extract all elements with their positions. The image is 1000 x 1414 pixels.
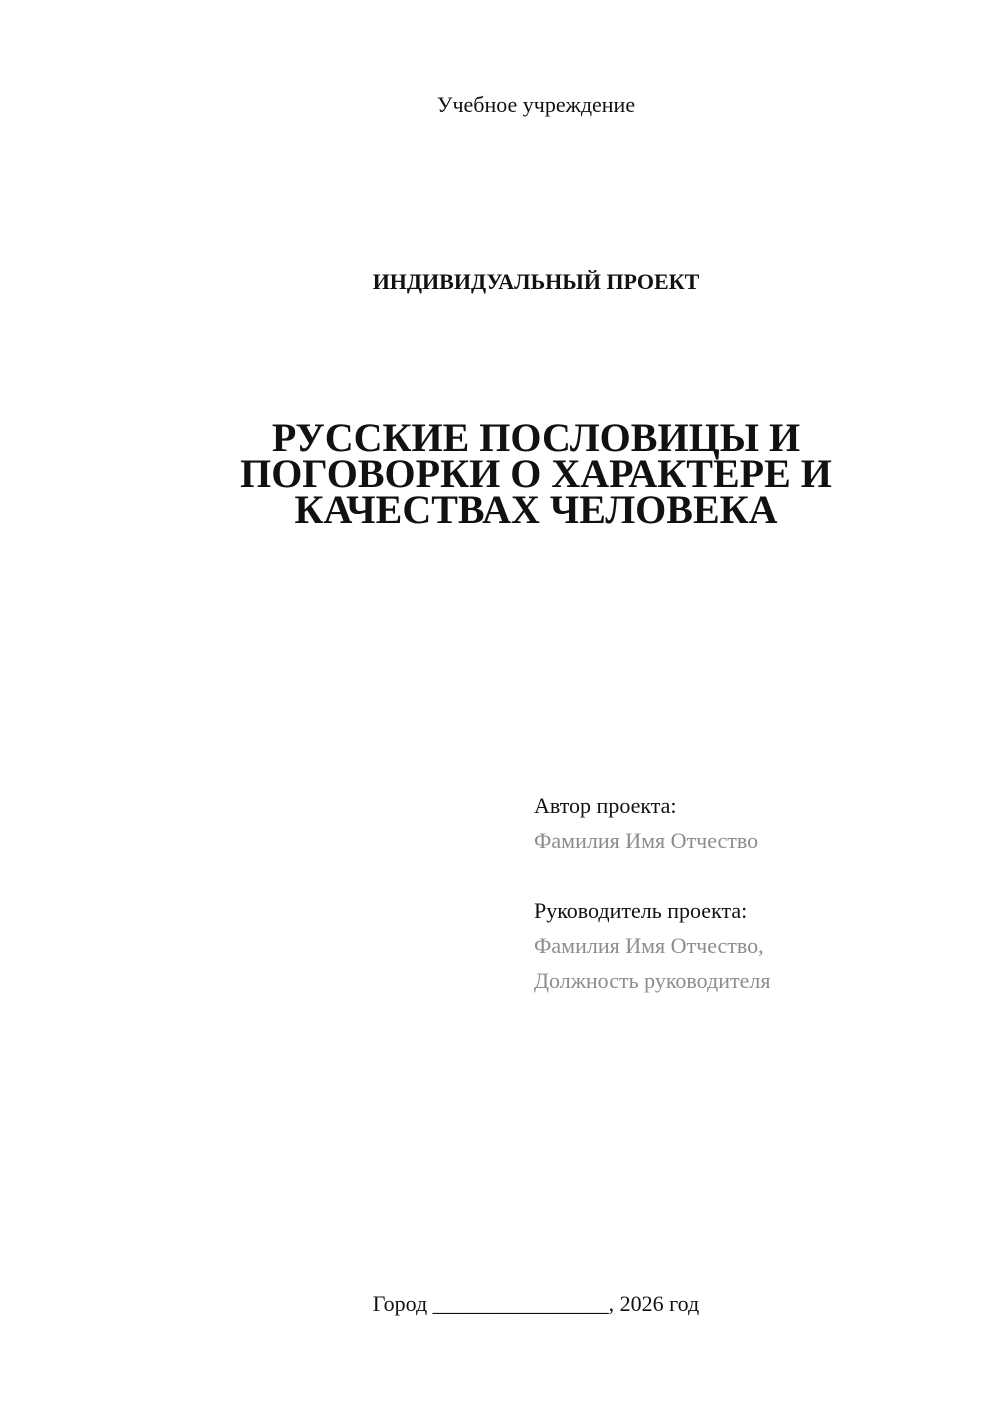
project-title-line: ПОГОВОРКИ О ХАРАКТЕРЕ И — [240, 451, 832, 496]
author-name: Фамилия Имя Отчество — [534, 828, 759, 853]
credits-block — [534, 788, 974, 998]
supervisor-position: Должность руководителя — [534, 968, 771, 993]
supervisor-block — [534, 893, 974, 998]
city-year-line: Город ________________, 2026 год — [372, 1291, 700, 1316]
project-title — [0, 415, 1000, 532]
supervisor-name: Фамилия Имя Отчество, — [534, 933, 764, 958]
project-title-line: РУССКИЕ ПОСЛОВИЦЫ И — [271, 415, 801, 460]
author-label: Автор проекта: — [534, 793, 677, 818]
supervisor-label: Руководитель проекта: — [534, 898, 748, 923]
institution-name: Учебное учреждение — [436, 92, 636, 117]
author-block — [534, 788, 974, 858]
project-title-line: КАЧЕСТВАХ ЧЕЛОВЕКА — [294, 487, 778, 532]
document-type: ИНДИВИДУАЛЬНЫЙ ПРОЕКТ — [372, 269, 700, 294]
